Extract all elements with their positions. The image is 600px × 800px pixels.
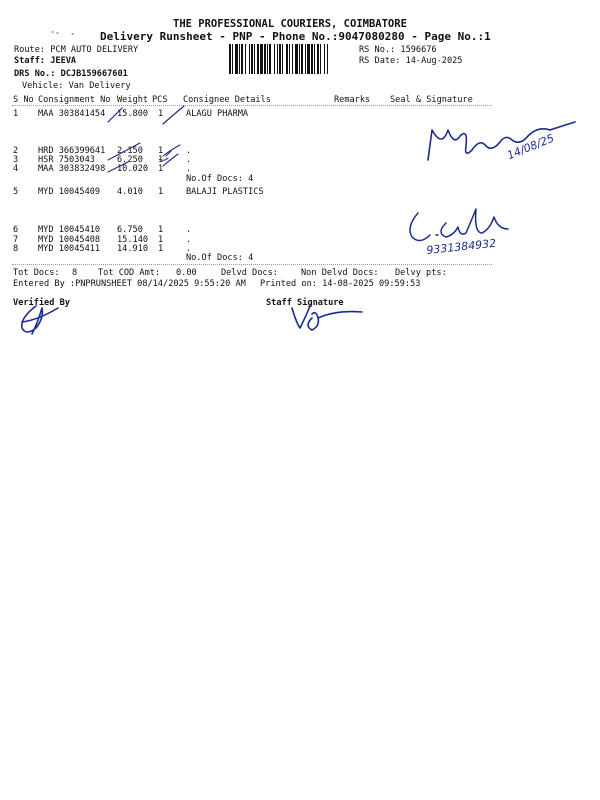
- column-remarks: Remarks: [334, 95, 371, 105]
- row-consignment: MYD 10045408: [38, 235, 101, 245]
- drs-label: DRS No.: DCJB159667601: [14, 69, 128, 79]
- row-consignee: ALAGU PHARMA: [186, 109, 249, 119]
- total-cod-label: Tot COD Amt:: [98, 268, 161, 278]
- row-weight: 15.140: [117, 235, 149, 245]
- consignee-signature: [420, 116, 585, 174]
- row-pcs: 1: [158, 235, 164, 245]
- row-consignment: MYD 10045410: [38, 225, 101, 235]
- row-consignment: HSR 7503043: [38, 155, 95, 165]
- row-pcs: 1: [158, 164, 164, 174]
- docs-count-note: No.Of Docs: 4: [186, 174, 254, 184]
- row-sno: 3: [13, 155, 19, 165]
- delivery-points-label: Delvy pts:: [395, 268, 447, 278]
- row-sno: 6: [13, 225, 19, 235]
- verified-by-label: Verified By: [13, 298, 70, 308]
- row-consignee: .: [186, 155, 192, 165]
- row-sno: 8: [13, 244, 19, 254]
- non-delivered-docs-label: Non Delvd Docs:: [301, 268, 379, 278]
- column-consignment: Consignment No: [38, 95, 111, 105]
- row-sno: 5: [13, 187, 19, 197]
- column-seal-signature: Seal & Signature: [390, 95, 473, 105]
- row-sno: 4: [13, 164, 19, 174]
- print-specks: [50, 28, 80, 38]
- row-weight: 2.150: [117, 146, 143, 156]
- row-sno: 1: [13, 109, 19, 119]
- row-consignee: .: [186, 164, 192, 174]
- entered-by: Entered By :PNPRUNSHEET 08/14/2025 9:55:20 AM: [13, 279, 246, 289]
- delivered-docs-label: Delvd Docs:: [221, 268, 278, 278]
- runsheet-title: Delivery Runsheet - PNP - Phone No.:9047080280 - Page No.:1: [100, 30, 491, 43]
- company-title: THE PROFESSIONAL COURIERS, COIMBATORE: [173, 18, 407, 30]
- column-weight: Weight: [117, 95, 149, 105]
- verifier-signature: [14, 300, 64, 340]
- row-consignment: MAA 303841454: [38, 109, 106, 119]
- row-weight: 6.750: [117, 225, 143, 235]
- row-pcs: 1: [158, 225, 164, 235]
- row-weight: 14.910: [117, 244, 149, 254]
- row-consignee: BALAJI PLASTICS: [186, 187, 264, 197]
- row-weight: 10.020: [117, 164, 149, 174]
- row-pcs: 1: [158, 109, 164, 119]
- total-docs-label: Tot Docs:: [13, 268, 60, 278]
- printed-on: Printed on: 14-08-2025 09:59:53: [260, 279, 421, 289]
- row-consignment: MYD 10045409: [38, 187, 101, 197]
- row-weight: 15.800: [117, 109, 149, 119]
- total-cod-value: 0.00: [176, 268, 197, 278]
- handwritten-date: 14/08/25: [505, 131, 556, 163]
- row-consignee: .: [186, 235, 192, 245]
- row-sno: 7: [13, 235, 19, 245]
- column-sno: S No: [13, 95, 34, 105]
- row-consignee: .: [186, 244, 192, 254]
- row-consignment: HRD 366399641: [38, 146, 106, 156]
- docs-count-note: No.Of Docs: 4: [186, 253, 254, 263]
- total-docs-value: 8: [72, 268, 78, 278]
- column-pcs: PCS: [152, 95, 168, 105]
- rs-date: RS Date: 14-Aug-2025: [359, 56, 463, 66]
- row-sno: 2: [13, 146, 19, 156]
- vehicle-label: Vehicle: Van Delivery: [22, 81, 131, 91]
- row-consignee: .: [186, 146, 192, 156]
- row-pcs: 1: [158, 146, 164, 156]
- rs-number: RS No.: 1596676: [359, 45, 437, 55]
- row-weight: 4.010: [117, 187, 143, 197]
- row-pcs: 1: [158, 244, 164, 254]
- row-pcs: 1: [158, 187, 164, 197]
- column-consignee: Consignee Details: [183, 95, 271, 105]
- staff-label: Staff: JEEVA: [14, 56, 77, 66]
- route-label: Route: PCM AUTO DELIVERY: [14, 45, 139, 55]
- handwritten-phone: 9331384932: [425, 236, 497, 257]
- row-consignment: MAA 303832498: [38, 164, 106, 174]
- row-consignment: MYD 10045411: [38, 244, 101, 254]
- staff-signature: [286, 300, 366, 336]
- row-consignee: .: [186, 225, 192, 235]
- staff-signature-label: Staff Signature: [266, 298, 344, 308]
- row-pcs: 1: [158, 155, 164, 165]
- row-weight: 6.250: [117, 155, 143, 165]
